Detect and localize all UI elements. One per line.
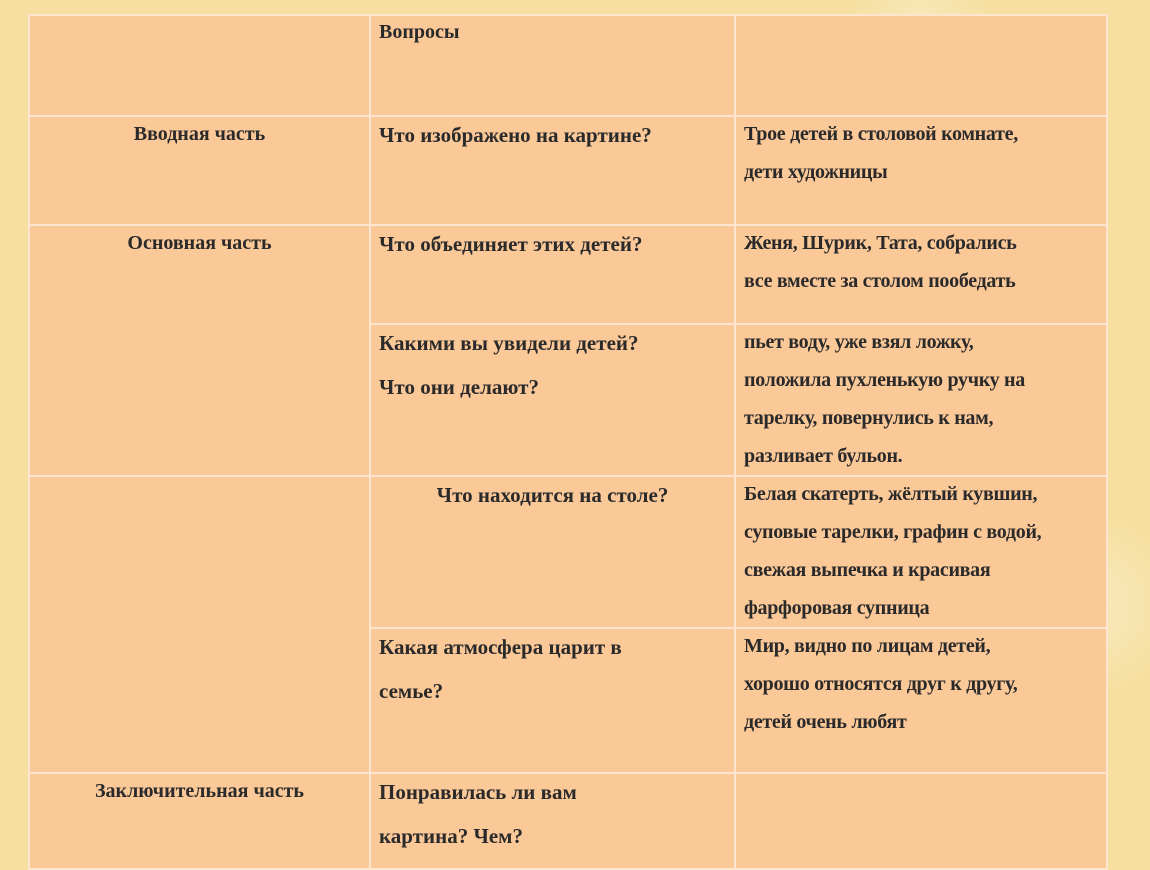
- table-row: [29, 773, 1107, 869]
- section-label-main: Основная часть: [127, 232, 272, 254]
- question-cell: [370, 324, 735, 476]
- section-cell: [29, 116, 370, 225]
- answer-cell: [735, 476, 1107, 628]
- answer-cell: [735, 324, 1107, 476]
- answer-cell: [735, 225, 1107, 324]
- question-cell: [370, 773, 735, 869]
- answer-cell: [735, 116, 1107, 225]
- header-section-cell: [29, 15, 370, 116]
- section-label-intro: Вводная часть: [133, 123, 266, 145]
- question-text: Какая атмосфера царит в семье?: [379, 635, 622, 703]
- table-row: [29, 116, 1107, 225]
- answer-text: Женя, Шурик, Тата, собрались все вместе за столом пообедать: [744, 232, 1017, 292]
- header-question-cell: [370, 15, 735, 116]
- answer-cell: [735, 628, 1107, 773]
- answer-text: Белая скатерть, жёлтый кувшин, суповые тарелки, графин с водой, свежая выпечка и красивая фарфоровая супница: [744, 483, 1042, 619]
- table-row: [29, 476, 1107, 628]
- section-cell: [29, 476, 370, 773]
- table-row: [29, 225, 1107, 324]
- answer-text: пьет воду, уже взял ложку, положила пухленькую ручку на тарелку, повернулись к нам, разливает бульон.: [744, 331, 1025, 467]
- question-text: Что находится на столе?: [436, 483, 669, 507]
- header-answer-cell: [735, 15, 1107, 116]
- question-cell: [370, 225, 735, 324]
- question-text: Понравилась ли вам картина? Чем?: [379, 780, 577, 848]
- section-cell: [29, 773, 370, 869]
- questions-header: Вопросы: [379, 21, 460, 43]
- question-cell: [370, 476, 735, 628]
- question-cell: [370, 116, 735, 225]
- section-cell: [29, 225, 370, 476]
- answer-text: Мир, видно по лицам детей, хорошо относятся друг к другу, детей очень любят: [744, 635, 1018, 733]
- lesson-plan-table: [28, 14, 1108, 870]
- question-text: Какими вы увидели детей? Что они делают?: [379, 331, 639, 399]
- table-header-row: [29, 15, 1107, 116]
- section-label-conclusion: Заключительная часть: [94, 780, 305, 802]
- answer-cell: [735, 773, 1107, 869]
- question-cell: [370, 628, 735, 773]
- question-text: Что изображено на картине?: [379, 123, 652, 147]
- question-text: Что объединяет этих детей?: [379, 232, 643, 256]
- answer-text: Трое детей в столовой комнате, дети художницы: [744, 123, 1018, 183]
